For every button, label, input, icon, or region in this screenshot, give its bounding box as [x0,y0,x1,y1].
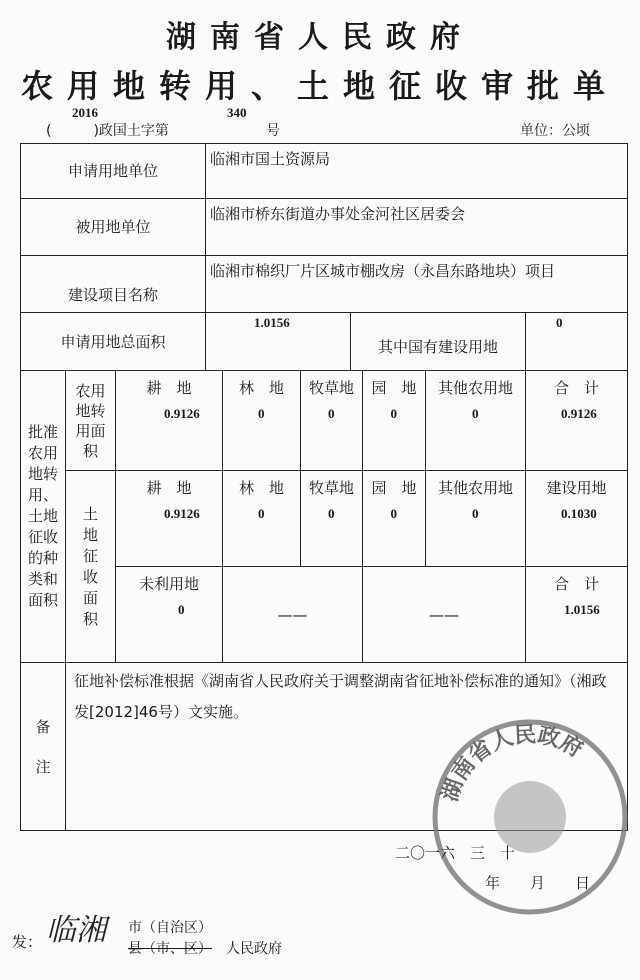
project-value: 临湘市棉织厂片区城市棚改房（永昌东路地块）项目 [206,256,628,313]
state-land-label: 其中国有建设用地 [351,313,526,371]
form-title: 农用地转用、土地征收审批单 [20,67,619,105]
conversion-col-0 [116,371,223,471]
grand-total-cell [526,567,628,663]
year: 2016 [72,105,98,120]
conversion-value: 0 [328,406,335,421]
doc-ref-prefix: ( )政国土字第 [46,123,169,139]
section-label: 批准农用地转用、土地征收的种类和面积 [28,423,59,609]
expropriation-value: 0 [472,506,479,521]
conversion-col-3 [363,371,426,471]
unused-label: 未利用地 [138,575,199,593]
conversion-col-label: 其他农用地 [437,379,513,397]
unused-value: 0 [178,602,185,617]
conversion-col-5 [526,371,628,471]
expropriation-label: 土地征收面积 [82,504,98,628]
landowner-label: 被用地单位 [21,199,206,256]
expropriation-col-label: 其他农用地 [437,479,513,497]
expropriation-col-5 [526,471,628,567]
conversion-value: 0.9126 [561,406,597,421]
total-area-value: 1.0156 [254,315,290,330]
unit-label: 单位：公顷 [520,123,590,139]
total-area-cell [206,313,351,371]
applicant-value: 临湘市国土资源局 [206,144,628,199]
remark-label: 备 注 [35,717,66,776]
footer-line1: 市（自治区） [128,920,212,936]
conversion-col-1 [223,371,301,471]
expropriation-col-1 [223,471,301,567]
expropriation-col-label: 牧草地 [308,479,354,497]
grand-total-label: 合 计 [553,575,599,593]
footer-suffix: 人民政府 [226,941,282,957]
state-land-value: 0 [556,315,563,330]
conversion-col-4 [426,371,526,471]
conversion-col-label: 林 地 [238,379,284,397]
expropriation-col-label: 耕 地 [146,479,192,497]
expropriation-col-label: 林 地 [238,479,284,497]
expropriation-col-label: 园 地 [371,479,417,497]
issuer-title: 湖南省人民政府 [166,20,474,55]
footer-line2: 县（市、区） [128,941,212,957]
conversion-value: 0.9126 [164,406,200,421]
date-labels: 年 月 日 [485,874,591,892]
remark-label-cell [21,663,66,831]
total-area-label: 申请用地总面积 [21,313,206,371]
expropriation-col-label: 建设用地 [546,479,607,497]
expropriation-value: 0 [328,506,335,521]
conversion-label: 农用地转用面积 [75,381,106,460]
landowner-value: 临湘市桥东街道办事处金河社区居委会 [206,199,628,256]
conversion-col-2 [301,371,363,471]
unused-label-cell [116,567,223,663]
expropriation-col-0 [116,471,223,567]
state-land-cell [526,313,628,371]
expropriation-col-3 [363,471,426,567]
conversion-label-cell [66,371,116,471]
unused-dash-2: —— [429,605,459,624]
conversion-col-label: 牧草地 [308,379,354,397]
expropriation-label-cell [66,471,116,663]
conversion-col-label: 耕 地 [146,379,192,397]
expropriation-value: 0 [390,506,397,521]
project-label: 建设项目名称 [21,256,206,313]
expropriation-value: 0 [258,506,265,521]
doc-ref-suffix: 号 [266,123,280,139]
send-to-label: 发： [12,933,43,951]
grand-total-value: 1.0156 [564,602,600,617]
national-emblem-icon [494,781,566,853]
conversion-col-label: 园 地 [371,379,417,397]
conversion-value: 0 [472,406,479,421]
date-filled: 二〇一六 三 十 [395,844,516,862]
unused-dash-1-cell [223,567,363,663]
seal-text: 湖南省人民政府 [437,722,587,805]
conversion-col-label: 合 计 [553,379,599,397]
expropriation-value: 0.1030 [561,506,597,521]
expropriation-value: 0.9126 [164,506,200,521]
doc-number: 340 [227,105,247,120]
unused-dash-2-cell [363,567,526,663]
unused-dash-1: —— [277,605,308,624]
handwritten-county: 临湘 [46,913,106,948]
applicant-label: 申请用地单位 [21,144,206,199]
expropriation-col-2 [301,471,363,567]
section-label-cell [21,371,66,663]
conversion-value: 0 [258,406,265,421]
conversion-value: 0 [390,406,397,421]
expropriation-col-4 [426,471,526,567]
remark-text: 征地补偿标准根据《湖南省人民政府关于调整湖南省征地补偿标准的通知》（湘政发[2012]46号）文实施。 [66,663,628,831]
